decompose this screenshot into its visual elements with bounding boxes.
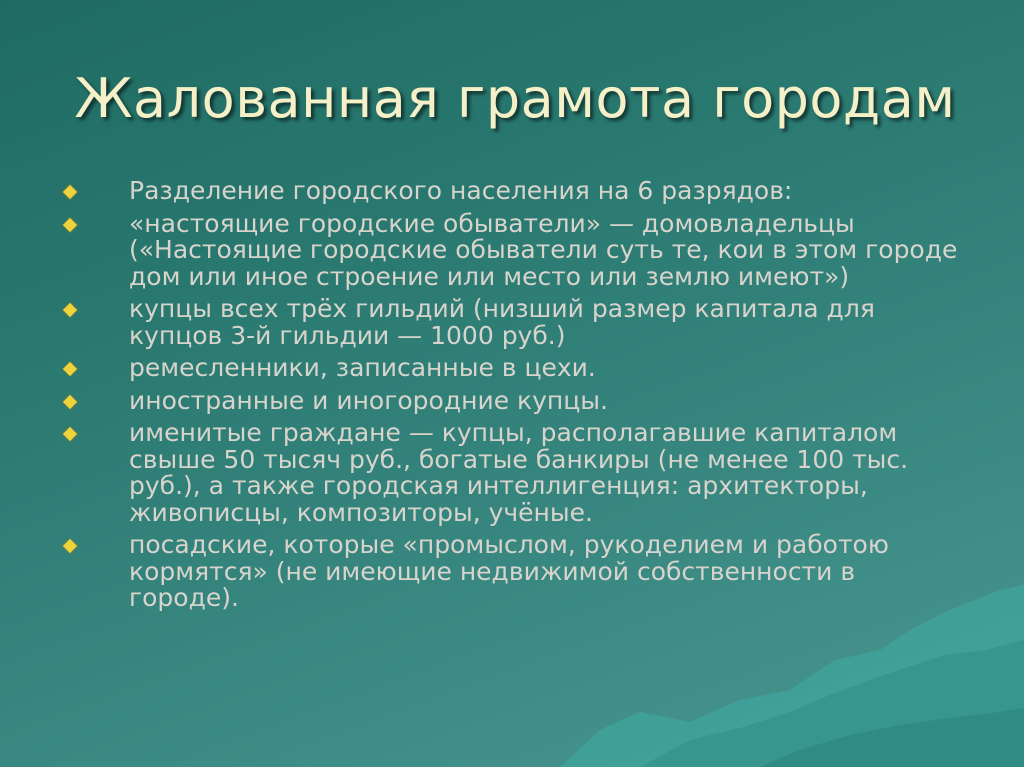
slide-title: Жалованная грамота городам <box>74 67 956 130</box>
list-item <box>62 208 972 291</box>
diamond-icon <box>63 217 77 231</box>
list-item <box>62 532 972 612</box>
bullet-text: посадские, которые «промыслом, рукоделием и работою кормятся» (не имеющие недвижимой собственности в городе). <box>129 530 889 612</box>
diamond-icon <box>63 394 77 408</box>
bullet-text: иностранные и иногородние купцы. <box>129 385 608 415</box>
bullet-text: именитые граждане — купцы, располагавшие капиталом свыше 50 тысяч руб., богатые банкиры (не менее 100 тыс. руб.), а также городская интеллигенция: архитекторы, живописцы, композиторы, учёные. <box>129 418 909 527</box>
bullet-text: «настоящие городские обыватели» — домовладельцы («Настоящие городские обыватели суть те, кои в этом городе дом или иное строение или место или землю имеют») <box>129 208 958 291</box>
diamond-icon <box>63 303 77 317</box>
bullet-text: ремесленники, записанные в цехи. <box>129 353 596 382</box>
bullet-text: Разделение городского населения на 6 разрядов: <box>129 176 793 205</box>
diamond-icon <box>63 185 77 199</box>
diamond-icon <box>63 427 77 441</box>
bullet-list <box>62 178 972 618</box>
list-item <box>62 296 972 349</box>
bullet-text: купцы всех трёх гильдий (низший размер капитала для купцов 3-й гильдии — 1000 руб.) <box>129 294 875 350</box>
diamond-icon <box>63 539 77 553</box>
list-item <box>62 385 972 415</box>
diamond-icon <box>63 362 77 376</box>
list-item <box>62 420 972 526</box>
list-item <box>62 178 972 205</box>
list-item <box>62 355 972 382</box>
